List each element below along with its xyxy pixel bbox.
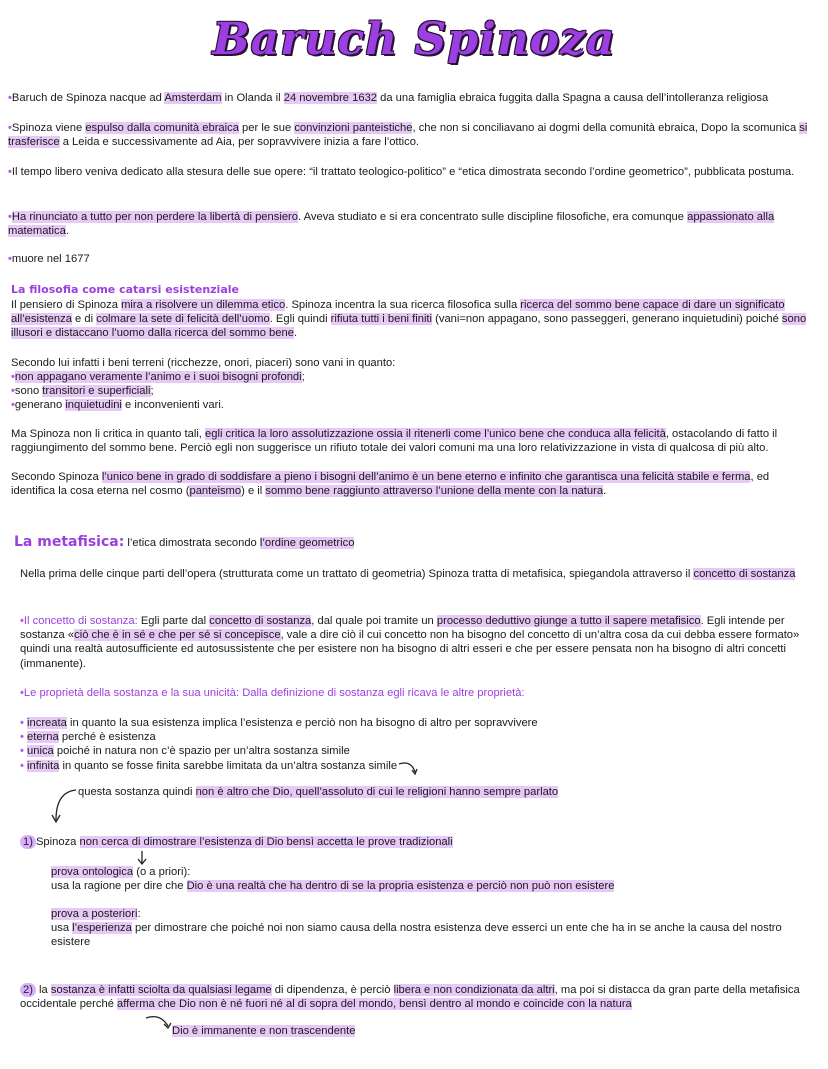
list-item: •sono transitori e superficiali; bbox=[11, 385, 154, 398]
bullet-icon: • bbox=[20, 745, 24, 758]
bullet-icon: • bbox=[20, 731, 24, 744]
list-item: • infinita in quanto se fosse finita sarebbe limitata da un’altra sostanza simile bbox=[20, 759, 398, 772]
list-item: • eterna perché è esistenza bbox=[20, 731, 156, 744]
section-heading-metafisica: La metafisica: l’etica dimostrata secondo l’ordine geometrico bbox=[14, 534, 355, 550]
curved-arrow-icon bbox=[50, 786, 80, 826]
bullet-icon: • bbox=[20, 687, 24, 699]
catarsi-paragraph-4: Secondo Spinoza l’unico bene in grado di soddisfare a pieno i bisogni dell’animo è un bene eterno e infinito che garantisca una felicità stabile e ferma, ed identifica la cosa eterna nel cosmo (panteismo) e il sommo bene raggiunto attraverso l’unione della mente con la natura. bbox=[11, 471, 770, 498]
bullet-icon: • bbox=[11, 371, 15, 383]
immanente-line: Dio è immanente e non trascendente bbox=[172, 1025, 356, 1037]
bio-paragraph-1: •Baruch de Spinoza nacque ad Amsterdam in Olanda il 24 novembre 1632 da una famiglia ebraica fuggita dalla Spagna a causa dell’intolleranza religiosa bbox=[8, 92, 769, 104]
metafisica-sostanza: •Il concetto di sostanza: Egli parte dal concetto di sostanza, dal quale poi tramite un processo deduttivo giunge a tutto il sapere metafisico. Egli intende per sostanza «ciò che è in sé e che per sé si concepisce, vale a dire ciò il cui concetto non ha bisogno del concetto di un’altra cosa da cui debba essere formato» quindi una realtà autosufficiente ed autosussistente che per esistere non ha bisogno di altri esseri e che per essere pensata non ha bisogno di altri concetti (immanente). bbox=[20, 615, 800, 670]
bio-paragraph-3: •Il tempo libero veniva dedicato alla stesura delle sue opere: “il trattato teologico-politico” e “etica dimostrata secondo l’ordine geometrico”, pubblicata postuma. bbox=[8, 166, 795, 178]
bullet-icon: • bbox=[20, 759, 24, 772]
list-item: •generano inquietudini e inconvenienti vari. bbox=[11, 399, 224, 412]
down-arrow-icon bbox=[136, 850, 148, 866]
bio-paragraph-4: •Ha rinunciato a tutto per non perdere la libertà di pensiero. Aveva studiato e si era concentrato sulle discipline filosofiche, era comunque appassionato alla matematica. bbox=[8, 211, 775, 238]
bullet-icon: • bbox=[8, 92, 12, 104]
bullet-icon: • bbox=[11, 385, 15, 398]
catarsi-list bbox=[11, 370, 816, 413]
bio-paragraph-5: •muore nel 1677 bbox=[8, 253, 90, 265]
catarsi-paragraph-3: Ma Spinoza non li critica in quanto tali, egli critica la loro assolutizzazione ossia il ritenerli come l’unico bene che conduca alla felicità, ostacolando di fatto il raggiungimento del sommo bene. Perciò egli non suggerisce un rifiuto totale dei valori comuni ma una loro relativizzazione in vista di qualcosa di più alto. bbox=[11, 428, 778, 455]
list-item: • increata in quanto la sua esistenza implica l’esistenza e perciò non ha bisogno di altro per sopravvivere bbox=[20, 717, 538, 729]
bullet-icon: • bbox=[8, 253, 12, 265]
list-item: • unica poiché in natura non c’è spazio per un’altra sostanza simile bbox=[20, 745, 350, 758]
bullet-icon: • bbox=[8, 122, 12, 134]
prova-ontologica: prova ontologica (o a priori): usa la ragione per dire che Dio è una realtà che ha dentro di se la propria esistenza e perciò non può non esistere bbox=[51, 866, 615, 893]
page-title: Baruch Spinoza bbox=[212, 14, 616, 65]
catarsi-paragraph-2: Secondo lui infatti i beni terreni (ricchezze, onori, piaceri) sono vani in quanto: bbox=[11, 357, 396, 369]
metafisica-intro: Nella prima delle cinque parti dell’opera (strutturata come un trattato di geometria) Spinoza tratta di metafisica, spiegandola attraverso il concetto di sostanza bbox=[20, 568, 796, 580]
point-1: 1) Spinoza non cerca di dimostrare l’esistenza di Dio bensì accetta le prove tradizionali bbox=[20, 835, 810, 849]
bio-paragraph-2: •Spinoza viene espulso dalla comunità ebraica per le sue convinzioni panteistiche, che non si conciliavano ai dogmi della comunità ebraica, Dopo la scomunica si trasferisce a Leida e successivamente ad Aia, per sopravvivere inizia a fare l’ottico. bbox=[8, 122, 808, 149]
curved-arrow-icon bbox=[397, 760, 421, 776]
point-2: 2) la sostanza è infatti sciolta da qualsiasi legame di dipendenza, è perciò libera e non condizionata da altri, ma poi si distacca da gran parte della metafisica occidentale perché afferma che Dio non è né fuori né al di sopra del mondo, bensì dentro al mondo e coincide con la natura bbox=[20, 984, 800, 1011]
prova-posteriori: prova a posteriori: usa l’esperienza per dimostrare che poiché noi non siamo causa della nostra esistenza deve esserci un ente che ha in se anche la causa del nostro esistere bbox=[51, 908, 782, 949]
list-item: •non appagano veramente l’animo e i suoi bisogni profondi; bbox=[11, 371, 305, 383]
catarsi-paragraph-1: Il pensiero di Spinoza mira a risolvere un dilemma etico. Spinoza incentra la sua ricerca filosofica sulla ricerca del sommo bene capace di dare un significato all’esistenza e di colmare la sete di felicità dell’uomo. Egli quindi rifiuta tutti i beni finiti (vani=non appagano, sono passeggeri, generano inquietudini) poiché sono illusori e distaccano l’uomo dalla ricerca del sommo bene. bbox=[11, 299, 807, 340]
dio-line: questa sostanza quindi non è altro che Dio, quell’assoluto di cui le religioni hanno sempre parlato bbox=[78, 786, 559, 798]
bullet-icon: • bbox=[8, 211, 12, 223]
bullet-icon: • bbox=[20, 615, 24, 627]
curved-arrow-icon bbox=[144, 1013, 174, 1031]
bullet-icon: • bbox=[20, 717, 24, 729]
bullet-icon: • bbox=[8, 166, 12, 178]
bullet-icon: • bbox=[11, 399, 15, 412]
section-heading-catarsi: La filosofia come catarsi esistenziale bbox=[11, 283, 239, 296]
metafisica-proprieta: •Le proprietà della sostanza e la sua unicità: Dalla definizione di sostanza egli ricava le altre proprietà: bbox=[20, 687, 525, 699]
